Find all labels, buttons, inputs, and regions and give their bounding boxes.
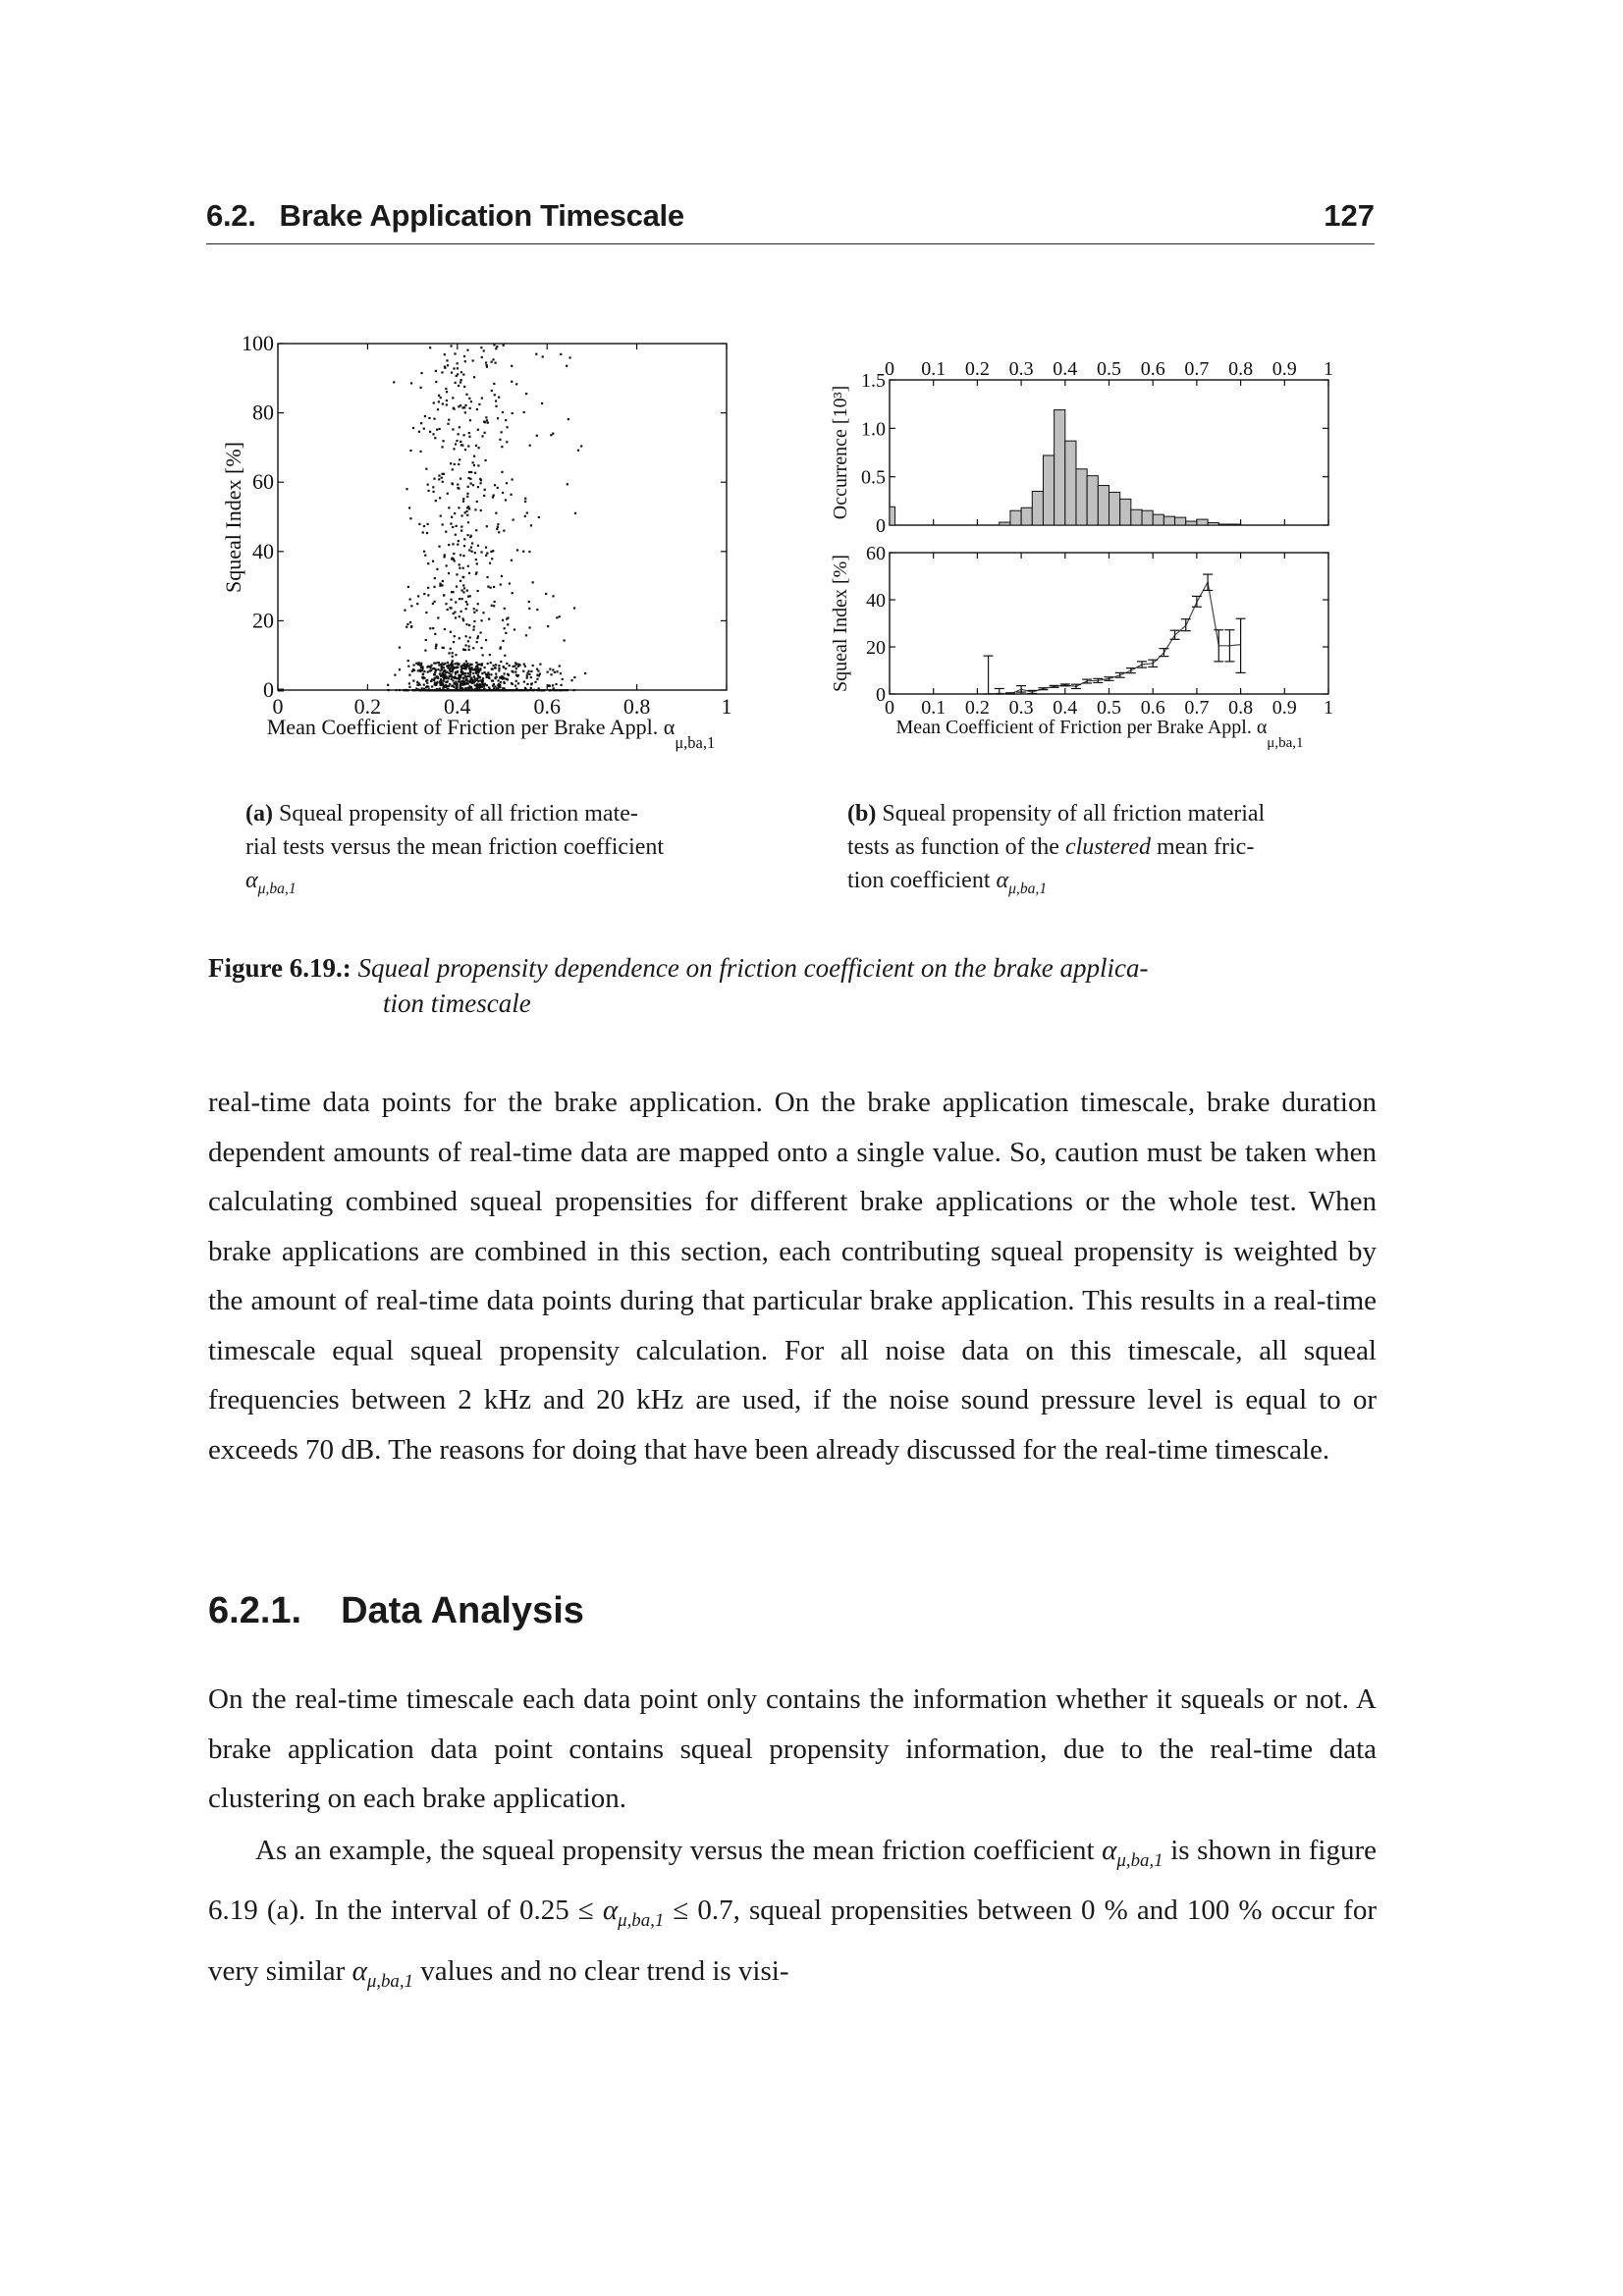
- section-title: Brake Application Timescale: [279, 198, 684, 233]
- histogram-bar: [1000, 522, 1010, 525]
- y-tick-label: 1.0: [861, 418, 886, 441]
- error-bars: [984, 574, 1246, 694]
- histogram-bar: [1032, 491, 1043, 525]
- paragraph-2: [208, 1675, 1377, 1824]
- scatter-plot-a: [221, 331, 732, 752]
- figure-6-19: [0, 0, 1623, 785]
- x-tick-label-top: 0.3: [1008, 358, 1034, 380]
- histogram-bar: [1229, 524, 1240, 525]
- squeal-index-line: [989, 582, 1241, 694]
- subcaption-b-label: (b): [847, 801, 877, 827]
- x-tick-label-top: 1: [1324, 358, 1333, 380]
- histogram-bar: [1120, 499, 1131, 525]
- histogram-bar: [1109, 492, 1120, 525]
- x-tick-label: 0.8: [622, 694, 651, 719]
- histogram-bar: [1142, 510, 1153, 525]
- x-tick-label: 0.4: [1053, 697, 1078, 719]
- x-tick-label: 0.3: [1008, 697, 1034, 719]
- subsection-title: Data Analysis: [341, 1590, 584, 1631]
- x-tick-label: 0.5: [1097, 697, 1121, 719]
- histogram-bar: [1197, 519, 1208, 525]
- subcaption-a-label: (a): [245, 801, 273, 827]
- y-tick-label: 40: [252, 538, 274, 563]
- subcaption-a-line2: rial tests versus the mean friction coefficient: [245, 834, 665, 860]
- paragraph-1: [208, 1078, 1377, 1474]
- y-tick-label: 40: [866, 590, 886, 612]
- x-tick-label: 0.7: [1184, 697, 1210, 719]
- x-tick-label: 0.4: [444, 694, 471, 719]
- x-tick-label-top: 0.7: [1184, 358, 1210, 380]
- figure-caption-line2: tion timescale: [383, 988, 531, 1018]
- x-tick-label: 0.6: [533, 694, 561, 719]
- y-tick-label: 0: [263, 677, 274, 702]
- histogram-bar: [1076, 469, 1087, 525]
- histogram-bars: [890, 410, 1241, 525]
- x-tick-label: 0.2: [353, 694, 382, 719]
- y-axis-label: Occurrence [10³]: [830, 385, 851, 520]
- x-tick-label: 0: [885, 697, 894, 719]
- x-tick-label-top: 0.6: [1140, 358, 1165, 380]
- histogram-bar: [1186, 521, 1197, 525]
- histogram-bar: [1175, 517, 1186, 525]
- x-tick-label: 0.2: [964, 697, 990, 719]
- x-tick-label: 1: [721, 694, 732, 719]
- x-tick-label-top: 0.9: [1271, 358, 1297, 380]
- y-tick-label: 80: [252, 400, 274, 425]
- y-tick-label: 0.5: [861, 466, 886, 489]
- paragraph-3-text: As an example, the squeal propensity versus the mean friction coefficient $\alpha_{\mu,ba,1}$ is shown in figure 6.19 (a). In the interval of $0.25 \le \alpha_{\mu,ba,1} \le 0.7$, squeal propensities between 0 % and 100 % occur for very similar $\alpha_{\mu,ba,1}$ values and no clear trend is visi-: [208, 1835, 1377, 1992]
- histogram-bar: [1043, 455, 1054, 525]
- histogram-bar: [1021, 507, 1032, 525]
- x-tick-label-top: 0: [885, 358, 894, 380]
- histogram-bar: [1010, 510, 1021, 525]
- y-tick-label: 100: [242, 331, 274, 355]
- section-number: 6.2.: [206, 198, 256, 233]
- histogram-bar: [1098, 486, 1109, 525]
- figure-caption-line1: Squeal propensity dependence on friction coefficient on the brake applica-: [357, 953, 1149, 983]
- x-tick-label-top: 0.4: [1053, 358, 1078, 380]
- histogram-bar: [1131, 509, 1142, 525]
- x-tick-label: 0.1: [921, 697, 947, 719]
- figure-label: Figure 6.19.:: [208, 953, 352, 983]
- y-axis-label: Squeal Index [%]: [221, 442, 245, 593]
- y-tick-label: 0: [876, 684, 886, 706]
- y-tick-label: 20: [866, 637, 886, 659]
- subcaption-b-line1: Squeal propensity of all friction material: [882, 801, 1266, 827]
- subcaption-b-line2: tests as function of the clustered mean fric-: [847, 834, 1255, 860]
- x-tick-label: 0.9: [1271, 697, 1297, 719]
- subcaption-b-line3: tion coefficient $\alpha_{\mu,ba,1}$: [847, 868, 1048, 897]
- histogram-bar: [1163, 516, 1174, 525]
- x-tick-label-top: 0.5: [1097, 358, 1121, 380]
- paragraph-3: [208, 1826, 1377, 2006]
- subsection-number: 6.2.1.: [208, 1590, 302, 1631]
- histogram-bar: [890, 507, 895, 525]
- y-tick-label: 0: [876, 515, 886, 537]
- paragraph-1-text: real-time data points for the brake application. On the brake application timescale, brake duration dependent amounts of real-time data are mapped onto a single value. So, caution must be taken when calculating combined squeal propensities for different brake applications or the whole test. When brake applications are combined in this section, each contributing squeal propensity is weighted by the amount of real-time data points during that particular brake application. This results in a real-time timescale equal squeal propensity calculation. For all noise data on this timescale, all squeal frequencies between 2 kHz and 20 kHz are used, if the noise sound pressure level is equal to or exceeds 70 dB. The reasons for doing that have been already discussed for the real-time timescale.: [208, 1087, 1377, 1466]
- axes-frame: [278, 344, 727, 690]
- x-tick-label: 1: [1324, 697, 1333, 719]
- subcaption-a: [245, 797, 736, 906]
- figure-caption: [208, 950, 1377, 1021]
- x-axis-label: Mean Coefficient of Friction per Brake Appl. $\alpha_{\mu,ba,1}$: [266, 715, 716, 752]
- paragraph-2-text: On the real-time timescale each data point only contains the information whether it squeals or not. A brake application data point contains squeal propensity information, due to the real-time data clustering on each brake application.: [208, 1683, 1377, 1814]
- y-axis-label: Squeal Index [%]: [830, 555, 851, 692]
- x-axis-label: Mean Coefficient of Friction per Brake Appl. $\alpha_{\mu,ba,1}$: [895, 717, 1304, 751]
- subsection-heading: [208, 1590, 584, 1632]
- histogram-bar: [1065, 441, 1076, 525]
- subcaption-b: [847, 797, 1348, 906]
- histogram-bar: [1087, 476, 1098, 525]
- x-tick-label: 0.8: [1228, 697, 1254, 719]
- y-tick-label: 20: [252, 608, 274, 633]
- errorbar-plot-b: [830, 543, 1333, 751]
- subcaption-a-line1: Squeal propensity of all friction mate-: [278, 801, 638, 827]
- y-tick-label: 60: [252, 469, 274, 495]
- x-tick-label-top: 0.8: [1228, 358, 1254, 380]
- page-number: 127: [1324, 198, 1375, 233]
- x-tick-label: 0.6: [1140, 697, 1165, 719]
- x-tick-label: 0: [272, 694, 284, 719]
- y-tick-label: 1.5: [861, 370, 886, 392]
- histogram-plot-b: [830, 358, 1333, 537]
- histogram-bar: [1208, 523, 1218, 525]
- y-tick-label: 60: [866, 543, 886, 564]
- scatter-points: [278, 344, 586, 691]
- x-tick-label-top: 0.1: [921, 358, 947, 380]
- x-tick-label-top: 0.2: [964, 358, 990, 380]
- histogram-bar: [1153, 514, 1163, 525]
- histogram-bar: [1218, 524, 1229, 525]
- histogram-bar: [1055, 410, 1065, 525]
- axes-frame: [890, 553, 1328, 694]
- subcaption-a-symbol: $\alpha_{\mu,ba,1}$: [245, 868, 297, 897]
